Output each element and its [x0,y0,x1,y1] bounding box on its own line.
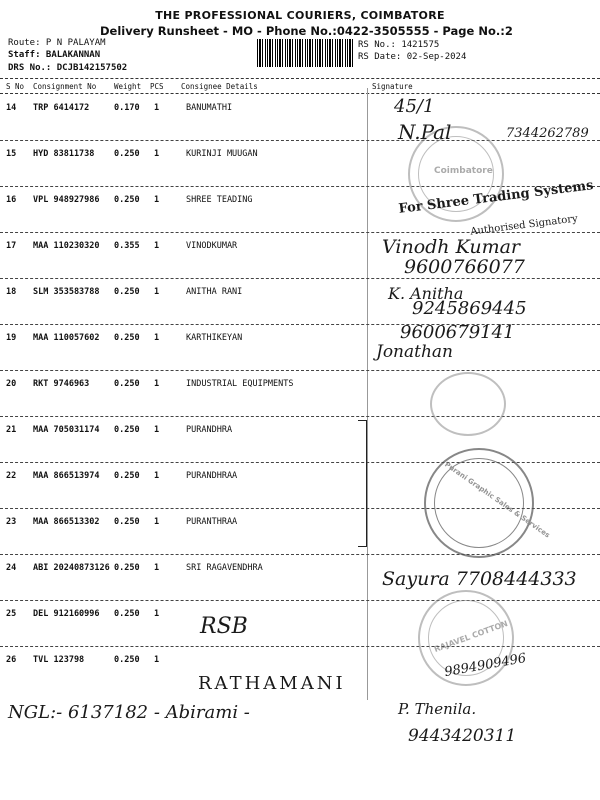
row-sno: 16 [6,195,17,205]
row-weight: 0.250 [114,471,140,481]
row-weight: 0.250 [114,517,140,527]
row-consignment: VPL 948927986 [33,195,100,205]
row-weight: 0.250 [114,563,140,573]
row-weight: 0.250 [114,379,140,389]
row-sno: 17 [6,241,17,251]
row-weight: 0.170 [114,103,140,113]
row-pcs: 1 [154,241,160,251]
row-consignee: SHREE TEADING [186,195,253,205]
barcode [257,39,353,67]
handwriting-r14-phone: 7344262789 [506,126,589,141]
row-consignment: RKT 9746963 [33,379,90,389]
row-pcs: 1 [154,195,160,205]
stamp-3-text: RAJAVEL COTTON [432,618,509,655]
row-sno: 24 [6,563,17,573]
row-sno: 26 [6,655,17,665]
handwriting-footer-left: NGL:- 6137182 - Abirami - [8,702,250,723]
stamp-1-text: Coimbatore [434,166,493,176]
row-consignment: TVL 123798 [33,655,85,665]
handwriting-r17-name: Vinodh Kumar [382,236,521,258]
handwriting-r16-sig: Authorised Signatory [469,213,579,238]
row-weight: 0.250 [114,287,140,297]
row-consignment: MAA 110230320 [33,241,100,251]
row-consignment: MAA 866513974 [33,471,100,481]
row-pcs: 1 [154,379,160,389]
row-sno: 23 [6,517,17,527]
row-consignee: INDUSTRIAL EQUIPMENTS [186,379,294,389]
stamp-ring [434,458,524,548]
row-sno: 20 [6,379,17,389]
handwriting-r19-name: Jonathan [376,342,453,362]
table-row [0,141,600,187]
handwriting-r18-name: K. Anitha [388,284,464,303]
row-pcs: 1 [154,517,160,527]
row-consignee: ANITHA RANI [186,287,243,297]
row-pcs: 1 [154,655,160,665]
stamp-2 [424,448,552,558]
row-sno: 25 [6,609,17,619]
handwriting-footer-right-phone: 9443420311 [408,726,517,746]
drs-label: DRS No.: DCJB142157502 [8,63,128,73]
row-consignment: DEL 912160996 [33,609,100,619]
col-signature: Signature [372,82,413,91]
handwriting-r16: For Shree Trading Systems [397,178,595,217]
row-weight: 0.250 [114,609,140,619]
staff-label: Staff: BALAKANNAN [8,50,101,60]
row-sno: 18 [6,287,17,297]
row-consignee: PURANDHRA [186,425,233,435]
row-sno: 14 [6,103,17,113]
row-consignee: PURANDHRAA [186,471,238,481]
handwriting-r17-phone: 9600766077 [404,256,525,278]
row-consignment: MAA 705031174 [33,425,100,435]
row-consignee: BANUMATHI [186,103,233,113]
row-consignment: HYD 83811738 [33,149,95,159]
handwriting-r19-phone: 9600679141 [400,322,515,343]
row-weight: 0.250 [114,149,140,159]
handwriting-r24: Sayura 7708444333 [382,568,577,590]
row-weight: 0.355 [114,241,140,251]
table-row [0,417,600,463]
row-pcs: 1 [154,149,160,159]
row-pcs: 1 [154,287,160,297]
row-pcs: 1 [154,563,160,573]
row-weight: 0.250 [114,333,140,343]
stamp-2-text: Purani Graphic Sales & Services [443,460,552,540]
handwriting-footer-right-name: P. Thenila. [398,700,477,718]
row-bracket [358,420,367,547]
row-consignment: ABI 20240873126 [33,563,110,573]
row-consignee: VINODKUMAR [186,241,238,251]
header-rule-top [0,78,600,79]
row-consignment: MAA 866513302 [33,517,100,527]
row-consignment: SLM 353583788 [33,287,100,297]
col-pcs: PCS [150,82,164,91]
handwriting-r14-b: N.Pal [398,120,452,144]
handwriting-r14-a: 45/1 [394,96,435,117]
handwriting-r18-phone: 9245869445 [412,298,527,319]
row-consignment: TRP 6414172 [33,103,90,113]
handwriting-r26-name: RATHAMANI [198,673,346,694]
row-pcs: 1 [154,471,160,481]
row-pcs: 1 [154,333,160,343]
rs-no-label: RS No.: 1421575 [358,40,440,50]
row-weight: 0.250 [114,425,140,435]
table-row [0,371,600,417]
row-pcs: 1 [154,103,160,113]
rs-date-label: RS Date: 02-Sep-2024 [358,52,467,62]
col-sno: S No [6,82,25,91]
row-consignee: KARTHIKEYAN [186,333,243,343]
row-weight: 0.250 [114,195,140,205]
handwriting-r26-phone: 9894909496 [443,650,528,681]
stamp-faint [430,372,506,436]
col-consignee: Consignee Details [181,82,258,91]
header-rule-bottom [0,93,600,94]
row-consignee: PURANTHRAA [186,517,238,527]
col-consignment: Consignment No [33,82,97,91]
row-pcs: 1 [154,609,160,619]
row-weight: 0.250 [114,655,140,665]
row-pcs: 1 [154,425,160,435]
row-sno: 21 [6,425,17,435]
row-consignee: KURINJI MUUGAN [186,149,258,159]
col-weight: Weight [114,82,142,91]
row-sno: 22 [6,471,17,481]
row-sno: 15 [6,149,17,159]
row-consignment: MAA 110057602 [33,333,100,343]
handwriting-r25: RSB [200,614,248,639]
row-consignee: SRI RAGAVENDHRA [186,563,263,573]
company-title: THE PROFESSIONAL COURIERS, COIMBATORE [155,9,445,22]
route-label: Route: P N PALAYAM [8,38,106,48]
runsheet-subtitle: Delivery Runsheet - MO - Phone No.:0422-3505555 - Page No.:2 [100,24,513,38]
row-sno: 19 [6,333,17,343]
